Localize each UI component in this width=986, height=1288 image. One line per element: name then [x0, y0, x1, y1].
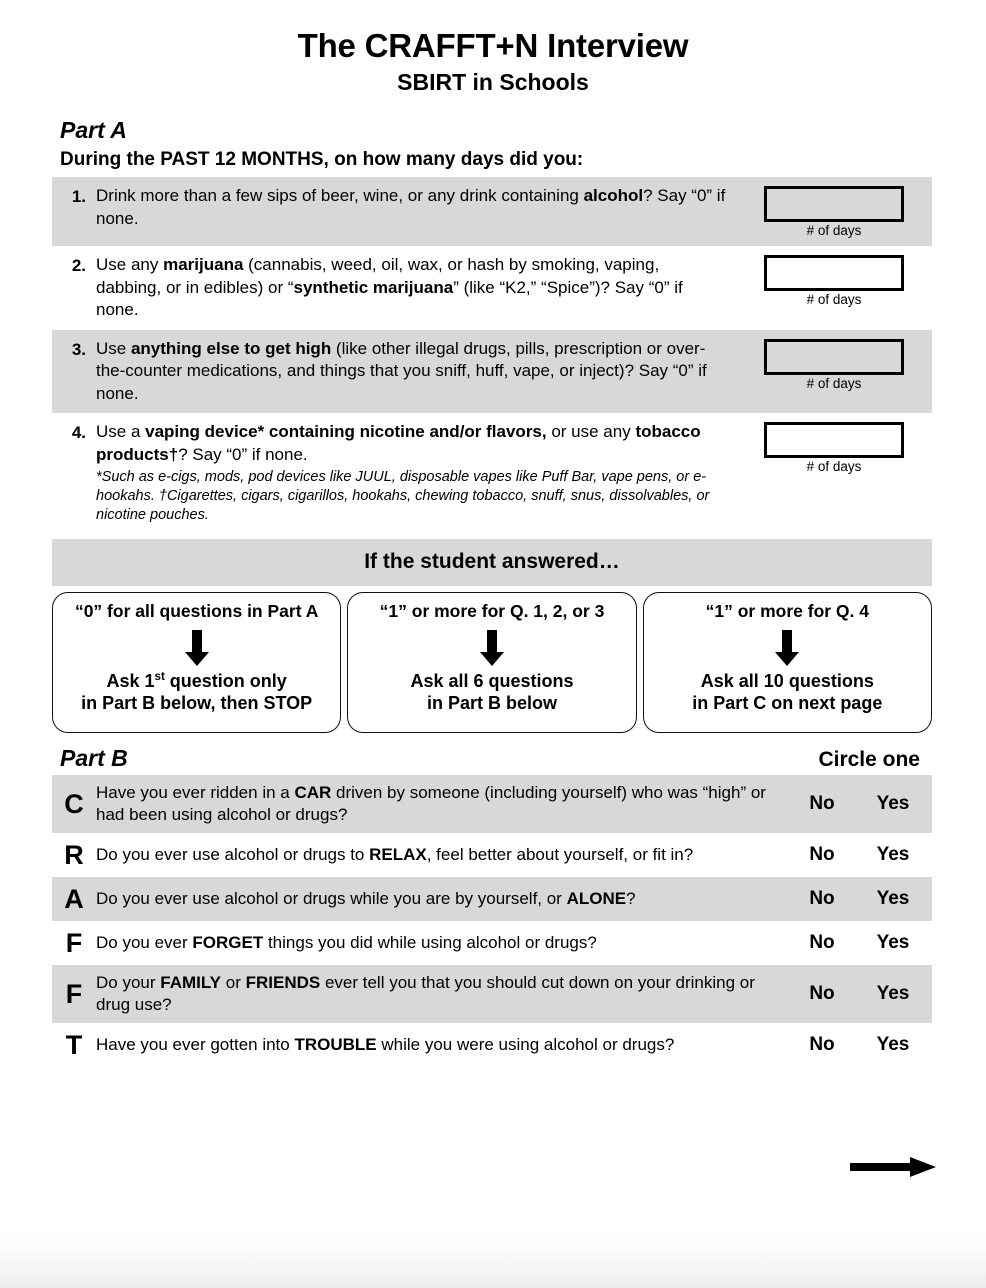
days-input-box[interactable]: [764, 422, 904, 458]
branching-action-line-1-text: Ask all 10 questions: [700, 671, 874, 692]
answer-cell: [736, 185, 932, 238]
document-title-block: [0, 0, 986, 95]
part-b-question-text: [96, 1027, 790, 1063]
body-text: ” (like “K2,” “Spice”)? Say “0” if none.: [96, 277, 683, 320]
question-body: [96, 338, 726, 406]
emphasis-text: ALONE: [566, 889, 627, 909]
part-a-label: Part A: [60, 117, 127, 144]
part-a-question-row: [52, 413, 932, 533]
branching-action-line-1-text: Ask 1: [106, 671, 155, 692]
emphasis-text: FRIENDS: [245, 973, 321, 993]
question-text: [96, 421, 736, 525]
next-page-arrow-icon: [850, 1155, 936, 1179]
answer-yes-option[interactable]: Yes: [876, 1034, 910, 1056]
question-text: [96, 254, 736, 322]
ordinal-suffix: st: [154, 671, 165, 684]
emphasis-text: FORGET: [192, 933, 264, 953]
part-b-question-row: [52, 1023, 932, 1067]
part-b-label: Part B: [60, 745, 128, 772]
body-text: or: [221, 973, 246, 993]
emphasis-text: vaping device* containing nicotine and/or flavors,: [145, 422, 547, 442]
days-input-label: # of days: [806, 459, 862, 475]
part-a-questions: [52, 177, 932, 533]
part-b-question-text: [96, 965, 790, 1023]
answer-yes-option[interactable]: Yes: [876, 793, 910, 815]
branching-action: [688, 670, 886, 714]
arrow-down-icon: [177, 628, 217, 668]
question-text: [96, 185, 736, 230]
part-a-question-row: [52, 246, 932, 330]
part-b-question-row: [52, 833, 932, 877]
body-text: Do you ever use alcohol or drugs to: [96, 845, 370, 865]
crafft-letter: T: [65, 1030, 83, 1061]
body-text: Have you ever gotten into: [96, 1035, 295, 1055]
question-number: 2.: [71, 256, 86, 276]
arrow-down-icon: [472, 628, 512, 668]
body-text: while you were using alcohol or drugs?: [376, 1035, 675, 1055]
body-text: , feel better about yourself, or fit in?: [426, 845, 694, 865]
question-body: [96, 421, 726, 466]
page-bottom-fade: [0, 1228, 986, 1288]
body-text: things you did while using alcohol or drugs?: [263, 933, 597, 953]
body-text: driven by someone (including yourself) who was “high” or had been using alcohol or drugs?: [96, 783, 766, 825]
body-text: Use: [96, 338, 131, 358]
answer-no-option[interactable]: No: [809, 793, 835, 815]
question-body: [96, 185, 726, 230]
emphasis-text: RELAX: [369, 845, 427, 865]
page-title: The CRAFFT+N Interview: [297, 27, 689, 64]
days-input-box[interactable]: [764, 339, 904, 375]
branching-boxes: [52, 592, 932, 733]
branching-header: If the student answered…: [52, 539, 932, 586]
body-text: Drink more than a few sips of beer, wine, or any drink containing: [96, 186, 584, 206]
body-text: Do your: [96, 973, 161, 993]
answer-cell: [736, 338, 932, 391]
branching-action-line-2: in Part B below, then STOP: [81, 693, 313, 714]
days-input-label: # of days: [806, 223, 862, 239]
body-text: or use any: [546, 422, 636, 442]
emphasis-text: tobacco products†: [96, 422, 701, 464]
body-text: Use a: [96, 422, 146, 442]
body-text: ? Say “0” if none.: [96, 186, 726, 228]
emphasis-text: marijuana: [163, 255, 244, 275]
answer-yes-option[interactable]: Yes: [876, 983, 910, 1005]
crafft-letter: F: [65, 928, 83, 959]
answer-yes-option[interactable]: Yes: [876, 844, 910, 866]
answer-yes-option[interactable]: Yes: [876, 888, 910, 910]
branching-condition: “1” or more for Q. 1, 2, or 3: [379, 601, 605, 622]
question-text: [96, 338, 736, 406]
days-input-box[interactable]: [764, 186, 904, 222]
emphasis-text: FAMILY: [160, 973, 222, 993]
question-number: 4.: [71, 423, 86, 443]
question-footnote: *Such as e-cigs, mods, pod devices like JUUL, disposable vapes like Puff Bar, vape pens, or e-hookahs. †Cigarettes, cigars, cigarillos, hookahs, chewing tobacco, snuff, snus, dissolvables, or nicotine pouches.: [96, 469, 710, 524]
answer-no-option[interactable]: No: [809, 983, 835, 1005]
branching-action-line-1: [81, 670, 312, 692]
part-b-question-row: [52, 877, 932, 921]
branching-condition: “1” or more for Q. 4: [705, 601, 869, 622]
crafft-letter: A: [64, 884, 84, 915]
branching-box: [643, 592, 932, 733]
crafft-letter: F: [65, 979, 83, 1010]
body-text: ever tell you that you should cut down on your drinking or drug use?: [96, 973, 755, 1015]
part-a-question-row: [52, 330, 932, 414]
answer-cell: [736, 254, 932, 307]
branching-action-line-1: [410, 670, 573, 692]
part-b-question-text: [96, 881, 790, 917]
part-b-question-row: [52, 965, 932, 1023]
question-body: [96, 254, 726, 322]
part-a-header: [60, 117, 986, 171]
branching-action-line-1-tail: question only: [164, 671, 287, 692]
branching-condition: “0” for all questions in Part A: [74, 601, 319, 622]
question-number: 3.: [71, 339, 86, 359]
body-text: Use any: [96, 255, 164, 275]
part-b-question-row: [52, 921, 932, 965]
branching-box: [347, 592, 636, 733]
circle-one-label: Circle one: [818, 748, 920, 772]
answer-no-option[interactable]: No: [809, 844, 835, 866]
branching-action-line-2: in Part B below: [426, 693, 557, 714]
branching-action-line-2: in Part C on next page: [692, 693, 883, 714]
body-text: ?: [626, 889, 636, 909]
answer-cell: [736, 421, 932, 474]
emphasis-text: alcohol: [583, 186, 644, 206]
emphasis-text: TROUBLE: [294, 1035, 377, 1055]
branching-action: [406, 670, 577, 714]
emphasis-text: anything else to get high: [130, 338, 332, 358]
answer-no-option[interactable]: No: [809, 888, 835, 910]
answer-no-option[interactable]: No: [809, 932, 835, 954]
body-text: (cannabis, weed, oil, wax, or hash by smoking, vaping, dabbing, or in edibles) or “: [96, 255, 660, 297]
crafft-letter: R: [64, 840, 84, 871]
emphasis-text: CAR: [294, 783, 332, 803]
part-b-question-row: [52, 775, 932, 833]
arrow-down-icon: [767, 628, 807, 668]
body-text: ? Say “0” if none.: [178, 444, 308, 464]
days-input-label: # of days: [806, 375, 862, 391]
body-text: (like other illegal drugs, pills, prescription or over-the-counter medications, and things that you sniff, huff, vape, or inject)? Say “0” if none.: [96, 338, 707, 403]
answer-yes-option[interactable]: Yes: [876, 932, 910, 954]
days-input-box[interactable]: [764, 255, 904, 291]
body-text: Do you ever: [96, 933, 193, 953]
part-b-question-text: [96, 775, 790, 833]
part-b-header: [52, 745, 932, 772]
part-a-instruction: During the PAST 12 MONTHS, on how many days did you:: [60, 149, 584, 171]
page-subtitle: SBIRT in Schools: [397, 68, 589, 95]
part-a-question-row: [52, 177, 932, 246]
branching-action-line-1: [692, 670, 882, 692]
part-b-rows: [0, 775, 986, 1067]
emphasis-text: synthetic marijuana: [293, 277, 454, 297]
crafft-letter: C: [64, 789, 84, 820]
part-b-question-text: [96, 925, 790, 961]
answer-no-option[interactable]: No: [809, 1034, 835, 1056]
branching-action-line-1-text: Ask all 6 questions: [410, 671, 574, 692]
branching-action: [77, 670, 316, 714]
days-input-label: # of days: [806, 292, 862, 308]
body-text: Have you ever ridden in a: [96, 783, 295, 803]
question-number: 1.: [71, 187, 86, 207]
part-b-question-text: [96, 837, 790, 873]
branching-box: [52, 592, 341, 733]
body-text: Do you ever use alcohol or drugs while you are by yourself, or: [96, 889, 567, 909]
